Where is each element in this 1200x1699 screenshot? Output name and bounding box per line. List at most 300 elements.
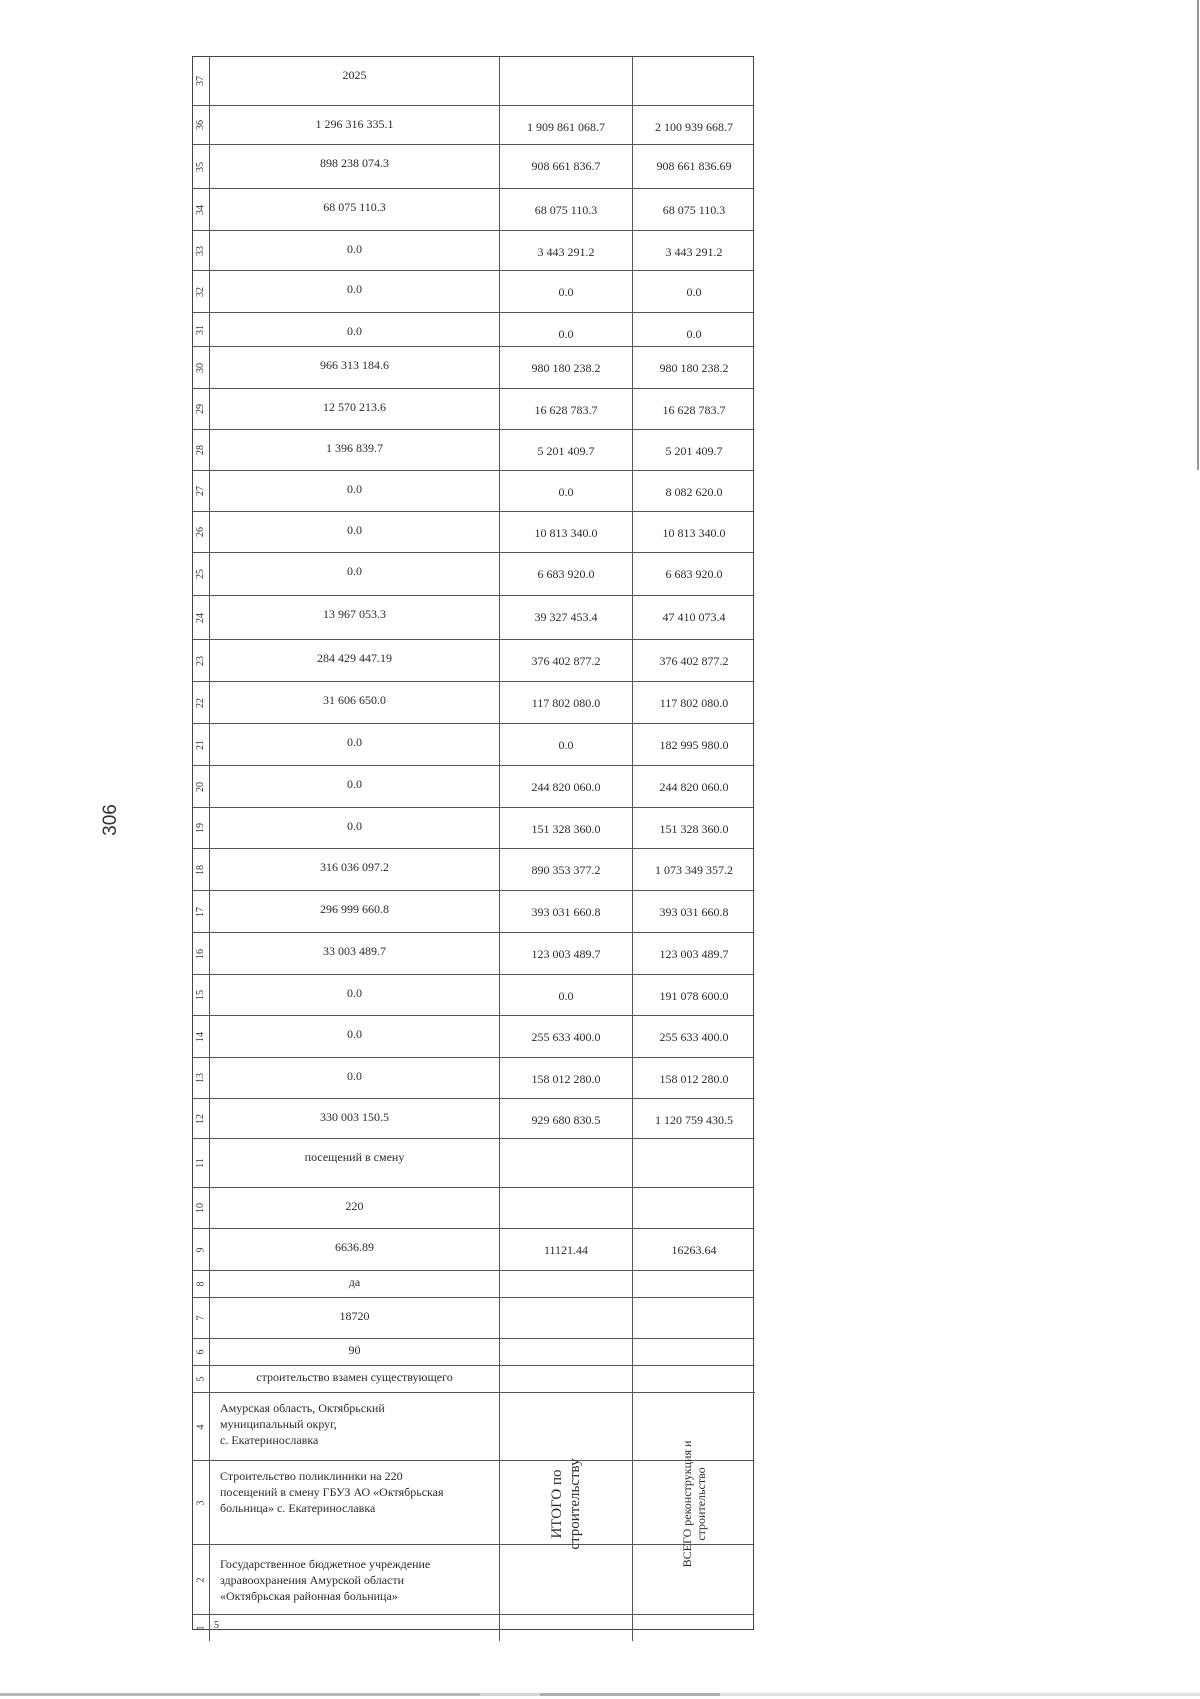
main-value-cell xyxy=(209,347,499,388)
total-all-value-cell xyxy=(632,430,755,470)
row-number-cell xyxy=(193,1099,209,1138)
total-construction-value-cell xyxy=(499,1366,632,1392)
total-construction-value: 376 402 877.2 xyxy=(531,654,601,668)
row-number: 19 xyxy=(195,823,206,833)
row-number-cell xyxy=(193,1271,209,1297)
main-value-cell xyxy=(209,145,499,188)
total-construction-value: 1 909 861 068.7 xyxy=(527,120,605,134)
main-value-cell xyxy=(209,471,499,511)
row-number: 7 xyxy=(195,1315,206,1321)
data-table xyxy=(192,56,754,1630)
total-construction-value-cell xyxy=(499,389,632,429)
main-value-cell xyxy=(209,430,499,470)
total-all-value: 47 410 073.4 xyxy=(662,610,726,624)
total-construction-value-cell xyxy=(499,145,632,188)
row-number-cell xyxy=(193,975,209,1015)
row-number: 6 xyxy=(195,1349,206,1355)
location-line: муниципальный округ, xyxy=(220,1417,337,1431)
row-number-cell xyxy=(193,1058,209,1098)
total-construction-value: 0.0 xyxy=(558,327,574,341)
institution-cell xyxy=(209,1545,499,1614)
table-row xyxy=(193,1365,753,1392)
page-number: 306 xyxy=(100,804,121,836)
row-number-cell xyxy=(193,1545,209,1614)
row-number: 35 xyxy=(195,161,206,172)
total-construction-value-cell xyxy=(499,849,632,890)
table-row xyxy=(193,144,753,188)
main-value-cell xyxy=(209,933,499,974)
main-value: 33 003 489.7 xyxy=(323,944,386,958)
total-all-value: 158 012 280.0 xyxy=(659,1072,729,1086)
row-number-cell xyxy=(193,271,209,312)
total-all-value-cell xyxy=(632,640,755,681)
table-row xyxy=(193,765,753,807)
row-number-cell xyxy=(193,1366,209,1392)
table-row xyxy=(193,346,753,388)
total-construction-value: 39 327 453.4 xyxy=(534,610,598,624)
row-number-cell xyxy=(193,189,209,230)
total-construction-value: 980 180 238.2 xyxy=(531,361,601,375)
total-construction-value-cell xyxy=(499,682,632,723)
total-all-value: 1 120 759 430.5 xyxy=(655,1113,733,1127)
total-construction-value: 3 443 291.2 xyxy=(537,245,595,259)
main-value: строительство взамен существующего xyxy=(256,1370,453,1384)
main-value-cell xyxy=(209,231,499,270)
total-construction-value-cell xyxy=(499,313,632,346)
row-number: 13 xyxy=(195,1073,206,1083)
total-construction-value: 5 201 409.7 xyxy=(537,444,595,458)
total-all-value-cell xyxy=(632,1339,755,1365)
main-value-cell xyxy=(209,975,499,1015)
row-number: 34 xyxy=(195,204,206,215)
total-construction-value-cell xyxy=(499,347,632,388)
total-all-value-cell xyxy=(632,471,755,511)
row-number-cell xyxy=(193,313,209,346)
main-value-cell xyxy=(209,271,499,312)
row-number-cell xyxy=(193,640,209,681)
project-line: посещений в смену ГБУЗ АО «Октябрьская xyxy=(220,1485,444,1499)
main-value: 316 036 097.2 xyxy=(320,860,389,874)
row-number-cell xyxy=(193,891,209,932)
total-all-value: 3 443 291.2 xyxy=(665,245,723,259)
table-row xyxy=(193,511,753,552)
total-construction-value: 151 328 360.0 xyxy=(531,822,601,836)
row-number: 14 xyxy=(195,1031,206,1042)
row-number-cell xyxy=(193,1339,209,1365)
location-line: с. Екатеринославка xyxy=(220,1433,319,1447)
total-all-value: 191 078 600.0 xyxy=(659,989,729,1003)
total-construction-value-cell xyxy=(499,1339,632,1365)
total-all-value-cell xyxy=(632,347,755,388)
main-value: 1 296 316 335.1 xyxy=(315,117,394,131)
total-construction-value-cell xyxy=(499,471,632,511)
main-value-cell xyxy=(209,57,499,105)
row-number: 25 xyxy=(195,569,206,579)
total-construction-value: 117 802 080.0 xyxy=(531,696,601,710)
table-row xyxy=(193,270,753,312)
total-construction-value-cell xyxy=(499,512,632,552)
total-construction-value: 11121.44 xyxy=(543,1243,589,1257)
main-value: 284 429 447.19 xyxy=(317,651,392,665)
row-number-cell xyxy=(193,849,209,890)
main-value-cell xyxy=(209,849,499,890)
main-value-cell xyxy=(209,1229,499,1270)
row-number-cell xyxy=(193,512,209,552)
total-all-value-cell xyxy=(632,1099,755,1138)
total-all-value-cell xyxy=(632,57,755,105)
total-construction-value: 68 075 110.3 xyxy=(534,203,598,217)
table-row xyxy=(193,1228,753,1270)
total-construction-value-cell xyxy=(499,808,632,848)
row-number: 16 xyxy=(195,948,206,959)
row-number: 32 xyxy=(195,286,206,297)
total-all-value: 0.0 xyxy=(686,327,702,341)
row-number: 36 xyxy=(195,120,206,130)
total-construction-cell xyxy=(499,1392,632,1614)
total-all-value-cell xyxy=(632,1188,755,1228)
total-all-value-cell xyxy=(632,933,755,974)
total-construction-value: 393 031 660.8 xyxy=(531,905,601,919)
empty-cell xyxy=(499,1615,632,1641)
total-all-value: 16263.64 xyxy=(671,1243,717,1257)
total-all-value: 8 082 620.0 xyxy=(665,485,723,499)
main-value: 68 075 110.3 xyxy=(323,200,386,214)
main-value: 0.0 xyxy=(347,777,362,791)
main-value: 0.0 xyxy=(347,523,362,537)
main-value: 31 606 650.0 xyxy=(323,693,386,707)
table-row xyxy=(193,105,753,144)
main-value-cell xyxy=(209,682,499,723)
total-construction-value: 158 012 280.0 xyxy=(531,1072,601,1086)
total-construction-value: 929 680 830.5 xyxy=(531,1113,601,1127)
table-row xyxy=(193,188,753,230)
row-number: 27 xyxy=(195,486,206,496)
total-all-value-cell xyxy=(632,766,755,807)
total-all-value-cell xyxy=(632,1271,755,1297)
total-construction-value-cell xyxy=(499,189,632,230)
row-number: 5 xyxy=(195,1376,206,1382)
row-number: 29 xyxy=(195,404,206,414)
main-value-cell xyxy=(209,596,499,639)
total-all-value: 5 201 409.7 xyxy=(665,444,723,458)
table-row xyxy=(193,1098,753,1138)
row-number: 30 xyxy=(195,362,206,373)
total-all-value-cell xyxy=(632,1298,755,1338)
total-construction-value-cell xyxy=(499,975,632,1015)
total-all-value: 10 813 340.0 xyxy=(662,526,726,540)
table-row xyxy=(193,552,753,595)
location-line: Амурская область, Октябрьский xyxy=(220,1401,385,1415)
total-all-value-cell xyxy=(632,975,755,1015)
row-number: 26 xyxy=(195,527,206,537)
total-all-value: 1 073 349 357.2 xyxy=(655,863,733,877)
row-number-cell xyxy=(193,1393,209,1460)
row-number-cell xyxy=(193,145,209,188)
row-number: 3 xyxy=(195,1500,206,1505)
institution-line: здравоохранения Амурской области xyxy=(220,1573,405,1587)
table-row xyxy=(193,932,753,974)
row-number-cell xyxy=(193,347,209,388)
row-number-cell xyxy=(193,1229,209,1270)
main-value-cell xyxy=(209,106,499,144)
total-all-value: 6 683 920.0 xyxy=(665,567,723,581)
row-number: 2 xyxy=(195,1577,206,1582)
total-construction-value-cell xyxy=(499,106,632,144)
total-all-value-cell xyxy=(632,596,755,639)
table-row xyxy=(193,388,753,429)
total-construction-value-cell xyxy=(499,1139,632,1187)
main-value-cell xyxy=(209,512,499,552)
total-all-value: 68 075 110.3 xyxy=(662,203,726,217)
main-value-cell xyxy=(209,808,499,848)
row-number: 8 xyxy=(195,1281,206,1287)
total-all-value-cell xyxy=(632,313,755,346)
total-all-value: 255 633 400.0 xyxy=(659,1030,729,1044)
table-row xyxy=(193,1015,753,1057)
project-line: больница» с. Екатеринославка xyxy=(220,1501,376,1515)
main-value-cell xyxy=(209,1366,499,1392)
main-value: 966 313 184.6 xyxy=(320,358,389,372)
total-construction-value-cell xyxy=(499,1188,632,1228)
main-value-cell xyxy=(209,1139,499,1187)
row-number: 24 xyxy=(195,612,206,623)
total-construction-value: 123 003 489.7 xyxy=(531,947,601,961)
table-row xyxy=(193,429,753,470)
total-all-value: 182 995 980.0 xyxy=(659,738,729,752)
row-number: 17 xyxy=(195,906,206,917)
main-value: 12 570 213.6 xyxy=(323,400,386,414)
main-value: 0.0 xyxy=(347,324,362,338)
row-number: 31 xyxy=(195,324,206,335)
total-construction-value: 6 683 920.0 xyxy=(537,567,595,581)
row-number-cell xyxy=(193,553,209,595)
row-number-cell xyxy=(193,766,209,807)
total-all-value-cell xyxy=(632,389,755,429)
main-value: 13 967 053.3 xyxy=(323,607,386,621)
total-all-value-cell xyxy=(632,891,755,932)
table-row xyxy=(193,1270,753,1297)
total-construction-value-cell xyxy=(499,766,632,807)
empty-cell xyxy=(632,1615,755,1641)
row-number: 20 xyxy=(195,781,206,792)
row-number: 1 xyxy=(195,1625,206,1631)
total-construction-value-cell xyxy=(499,891,632,932)
main-value: 1 396 839.7 xyxy=(326,441,383,455)
table-row xyxy=(193,974,753,1015)
total-construction-value: 255 633 400.0 xyxy=(531,1030,601,1044)
main-value-cell xyxy=(209,1016,499,1057)
table-row xyxy=(193,807,753,848)
total-construction-value-cell xyxy=(499,933,632,974)
table-row xyxy=(193,1297,753,1338)
main-value: 0.0 xyxy=(347,819,362,833)
table-row xyxy=(193,312,753,346)
row-number: 10 xyxy=(195,1203,206,1213)
row-number-cell xyxy=(193,682,209,723)
project-cell xyxy=(209,1461,499,1544)
total-all-value-cell xyxy=(632,512,755,552)
total-all-value: 908 661 836.69 xyxy=(656,159,732,173)
table-row xyxy=(193,57,753,105)
index-cell xyxy=(209,1615,499,1641)
row-number: 9 xyxy=(195,1247,206,1252)
main-value: 0.0 xyxy=(347,986,362,1000)
total-construction-value-cell xyxy=(499,724,632,765)
table-row xyxy=(193,1057,753,1098)
total-construction-value: 0.0 xyxy=(558,285,574,299)
total-construction-value-cell xyxy=(499,1016,632,1057)
total-construction-value-cell xyxy=(499,640,632,681)
total-construction-value-cell xyxy=(499,57,632,105)
table-row xyxy=(193,723,753,765)
main-value: 220 xyxy=(345,1199,364,1213)
row-number-cell xyxy=(193,724,209,765)
total-all-line: строительство xyxy=(694,1466,708,1541)
row-number: 21 xyxy=(195,739,206,750)
main-value-cell xyxy=(209,640,499,681)
table-row xyxy=(193,1187,753,1228)
main-value: 90 xyxy=(348,1343,361,1357)
main-value-cell xyxy=(209,313,499,346)
row-number-cell xyxy=(193,933,209,974)
total-all-value-cell xyxy=(632,271,755,312)
main-value: 0.0 xyxy=(347,735,362,749)
total-construction-value: 890 353 377.2 xyxy=(531,863,601,877)
main-value: 0.0 xyxy=(347,1027,362,1041)
row-number: 11 xyxy=(194,1158,206,1168)
main-value: да xyxy=(348,1275,361,1289)
total-all-value: 393 031 660.8 xyxy=(659,905,729,919)
total-construction-value-cell xyxy=(499,553,632,595)
table-row xyxy=(193,230,753,270)
total-construction-value: 908 661 836.7 xyxy=(531,159,601,173)
total-construction-value: 244 820 060.0 xyxy=(531,780,601,794)
table-row xyxy=(193,1138,753,1187)
total-all-cell xyxy=(632,1392,755,1614)
total-construction-value-cell xyxy=(499,1229,632,1270)
scan-edge-line xyxy=(1197,0,1199,470)
row-number: 22 xyxy=(195,697,206,708)
total-all-value-cell xyxy=(632,849,755,890)
main-value: 0.0 xyxy=(347,482,362,496)
total-all-value: 151 328 360.0 xyxy=(659,822,729,836)
institution-line: Государственное бюджетное учреждение xyxy=(220,1557,431,1571)
total-construction-value-cell xyxy=(499,1271,632,1297)
main-value-cell xyxy=(209,389,499,429)
row-number-cell xyxy=(193,1188,209,1228)
total-construction-value-cell xyxy=(499,430,632,470)
main-value-cell xyxy=(209,1188,499,1228)
main-value: 18720 xyxy=(339,1309,370,1323)
table-row xyxy=(193,470,753,511)
total-all-value-cell xyxy=(632,231,755,270)
row-number-cell xyxy=(193,1615,209,1641)
total-construction-value: 10 813 340.0 xyxy=(534,526,598,540)
main-value: 6636.89 xyxy=(335,1240,374,1254)
total-all-value: 376 402 877.2 xyxy=(659,654,729,668)
total-all-value: 980 180 238.2 xyxy=(659,361,729,375)
main-value: 0.0 xyxy=(347,242,362,256)
institution-line: «Октябрьская районная больница» xyxy=(220,1589,398,1603)
index-value: 5 xyxy=(214,1620,219,1631)
row-number: 18 xyxy=(195,864,206,875)
table-row xyxy=(193,890,753,932)
row-number-cell xyxy=(193,471,209,511)
total-all-value-cell xyxy=(632,189,755,230)
total-construction-value: 16 628 783.7 xyxy=(534,403,598,417)
main-value-cell xyxy=(209,766,499,807)
row-number-cell xyxy=(193,1139,209,1187)
row-number-cell xyxy=(193,1461,209,1544)
scan-bottom-strip xyxy=(0,1693,1200,1696)
main-value-cell xyxy=(209,1298,499,1338)
total-all-value: 0.0 xyxy=(686,285,702,299)
total-construction-value: 0.0 xyxy=(558,738,574,752)
total-all-value-cell xyxy=(632,1016,755,1057)
table-row xyxy=(193,1338,753,1365)
total-all-value-cell xyxy=(632,145,755,188)
row-number: 28 xyxy=(195,445,206,455)
main-value: 898 238 074.3 xyxy=(320,156,389,170)
total-construction-value-cell xyxy=(499,1058,632,1098)
total-all-value: 2 100 939 668.7 xyxy=(655,120,733,134)
location-cell xyxy=(209,1393,499,1460)
row-number-cell xyxy=(193,231,209,270)
total-all-line: ВСЕГО реконструкция и xyxy=(680,1440,694,1567)
row-number: 4 xyxy=(195,1424,206,1429)
total-all-value-cell xyxy=(632,682,755,723)
total-all-value: 117 802 080.0 xyxy=(659,696,729,710)
main-value-cell xyxy=(209,891,499,932)
total-construction-line: строительству xyxy=(567,1457,583,1550)
main-value-cell xyxy=(209,189,499,230)
table-row xyxy=(193,681,753,723)
table-row-index xyxy=(193,1614,753,1641)
row-number-cell xyxy=(193,808,209,848)
total-all-value: 16 628 783.7 xyxy=(662,403,726,417)
main-value: 296 999 660.8 xyxy=(320,902,389,916)
table-row xyxy=(193,639,753,681)
row-number-cell xyxy=(193,1298,209,1338)
total-construction-value: 0.0 xyxy=(558,989,574,1003)
total-all-value-cell xyxy=(632,106,755,144)
main-value-cell xyxy=(209,724,499,765)
row-number-cell xyxy=(193,596,209,639)
total-construction-line: ИТОГО по xyxy=(549,1468,565,1539)
total-all-value-cell xyxy=(632,1139,755,1187)
row-number-cell xyxy=(193,430,209,470)
row-number-cell xyxy=(193,389,209,429)
row-number-cell xyxy=(193,106,209,144)
total-all-value: 244 820 060.0 xyxy=(659,780,729,794)
row-number-cell xyxy=(193,1016,209,1057)
main-value-cell xyxy=(209,1271,499,1297)
total-construction-value-cell xyxy=(499,1298,632,1338)
total-all-value-cell xyxy=(632,1229,755,1270)
main-value-cell xyxy=(209,1099,499,1138)
main-value: посещений в смену xyxy=(304,1150,405,1164)
main-value: 330 003 150.5 xyxy=(320,1110,389,1124)
row-number: 33 xyxy=(195,245,206,256)
total-construction-value-cell xyxy=(499,596,632,639)
main-value: 0.0 xyxy=(347,1069,362,1083)
total-construction-value-cell xyxy=(499,271,632,312)
total-all-value-cell xyxy=(632,808,755,848)
main-value-cell xyxy=(209,1339,499,1365)
main-value: 0.0 xyxy=(347,282,362,296)
project-line: Строительство поликлиники на 220 xyxy=(220,1469,403,1483)
row-number-cell xyxy=(193,57,209,105)
